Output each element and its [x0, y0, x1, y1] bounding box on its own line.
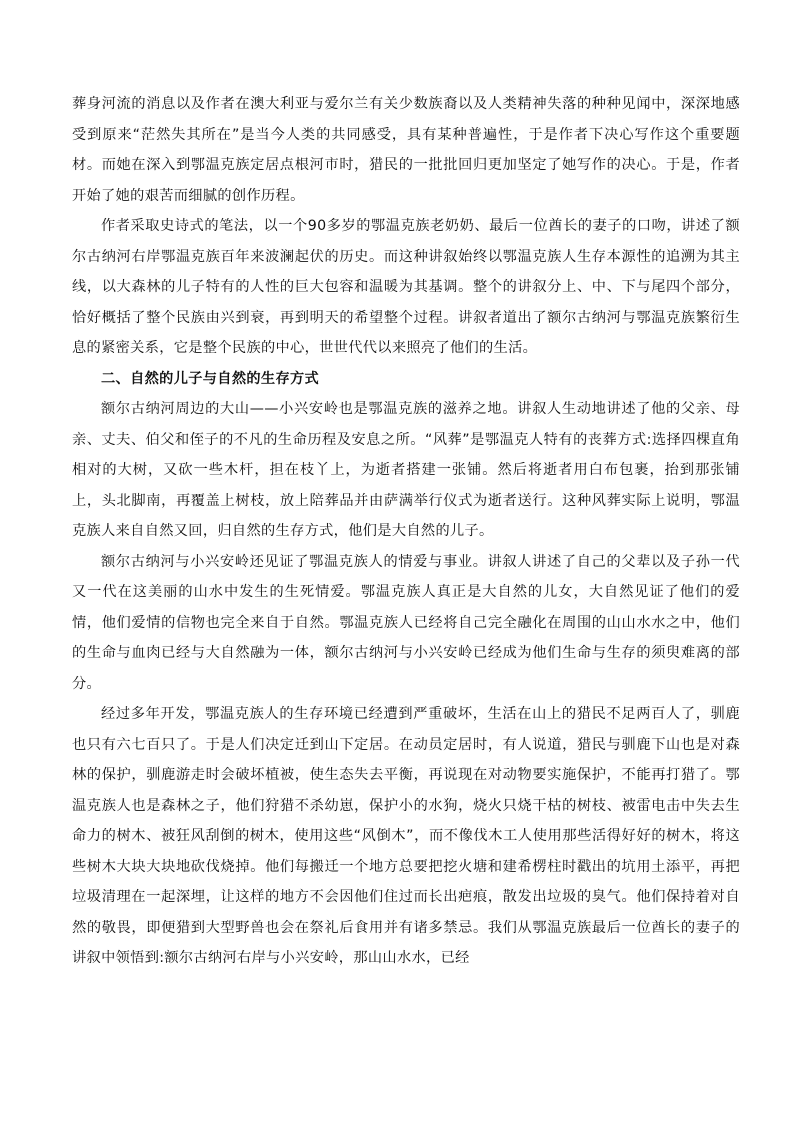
paragraph-wind-burial: 额尔古纳河周边的大山——小兴安岭也是鄂温克族的滋养之地。讲叙人生动地讲述了他的父亲、母亲、丈夫、伯父和侄子的不凡的生命历程及安息之所。“风葬”是鄂温克人特有的丧葬方式:选择四棵直角相对的大树，又砍一些木杆，担在枝丫上，为逝者搭建一张铺。然后将逝者用白布包裹，抬到那张铺上，头北脚南，再覆盖上树枝，放上陪葬品并由萨满举行仪式为逝者送行。这种风葬实际上说明，鄂温克族人来自自然又回，归自然的生存方式，他们是大自然的儿子。: [72, 401, 740, 539]
paragraph-narrative-style: 作者采取史诗式的笔法，以一个90多岁的鄂温克族老奶奶、最后一位酋长的妻子的口吻，讲述了额尔古纳河右岸鄂温克族百年来波澜起伏的历史。而这种讲叙始终以鄂温克族人生存本源性的追溯为其主线，以大森林的儿子特有的人性的巨大包容和温暖为其基调。整个的讲叙分上、中、下与尾四个部分，恰好概括了整个民族由兴到衰，再到明天的希望整个过程。讲叙者道出了额尔古纳河与鄂温克族繁衍生息的紧密关系，它是整个民族的中心，世世代代以来照亮了他们的生活。: [72, 218, 740, 356]
paragraph-continuation: 葬身河流的消息以及作者在澳大利亚与爱尔兰有关少数族裔以及人类精神失落的种种见闻中，深深地感受到原来“茫然失其所在”是当今人类的共同感受，具有某种普遍性，于是作者下决心写作这个重要题材。而她在深入到鄂温克族定居点根河市时，猎民的一批批回归更加坚定了她写作的决心。于是，作者开始了她的艰苦而细腻的创作历程。: [72, 96, 740, 204]
paragraph-love-and-life: 额尔古纳河与小兴安岭还见证了鄂温克族人的情爱与事业。讲叙人讲述了自己的父辈以及子孙一代又一代在这美丽的山水中发生的生死情爱。鄂温克族人真正是大自然的儿女，大自然见证了他们的爱情，他们爱情的信物也完全来自于自然。鄂温克族人已经将自己完全融化在周围的山山水水之中，他们的生命与血肉已经与大自然融为一体，额尔古纳河与小兴安岭已经成为他们生命与生存的须臾难离的部分。: [72, 553, 740, 692]
document-body: [72, 89, 740, 974]
section-heading: 二、自然的儿子与自然的生存方式: [101, 370, 320, 387]
paragraph-environment: 经过多年开发，鄂温克族人的生存环境已经遭到严重破坏，生活在山上的猎民不足两百人了，驯鹿也只有六七百只了。于是人们决定迁到山下定居。在动员定居时，有人说道，猎民与驯鹿下山也是对森林的保护，驯鹿游走时会破坏植被，使生态失去平衡，再说现在对动物要实施保护，不能再打猎了。鄂温克族人也是森林之子，他们狩猎不杀幼崽，保护小的水狗，烧火只烧干枯的树枝、被雷电击中失去生命力的树木、被狂风刮倒的树木，使用这些“风倒木”，而不像伐木工人使用那些活得好好的树木，将这些树木大块大块地砍伐烧掉。他们每搬迁一个地方总要把挖火塘和建希楞柱时戳出的坑用土添平，再把垃圾清理在一起深埋，让这样的地方不会因他们住过而长出疤痕，散发出垃圾的臭气。他们保持着对自然的敬畏，即便猎到大型野兽也会在祭礼后食用并有诸多禁忌。我们从鄂温克族最后一位酋长的妻子的讲叙中领悟到:额尔古纳河右岸与小兴安岭，那山山水水，已经: [72, 706, 740, 966]
